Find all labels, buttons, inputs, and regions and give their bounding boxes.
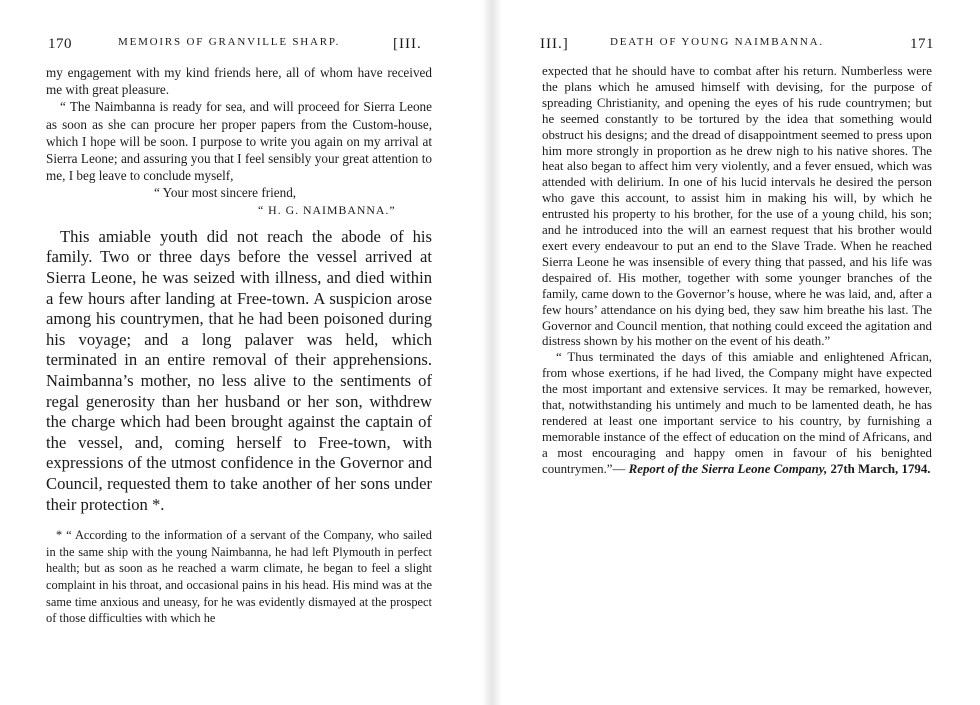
- right-running-head: [540, 36, 935, 56]
- source-citation: Report of the Sierra Leone Company,: [628, 461, 828, 476]
- main-paragraph: This amiable youth did not reach the abode of his family. Two or three days before the vessel arrived at Sierra Leone, he was seized with illness, and died within a few hours after landing at Free-town. A suspicion arose among his countrymen, that he had been poisoned during his voyage; and a long palaver was held, which terminated in an entire removal of their apprehensions. Naimbanna’s mother, no less alive to the sentiments of regal generosity than her husband or her son, withdrew the charge which had been brought against the captain of the vessel, and, coming herself to Free-town, with expressions of the utmost confidence in the Governor and Council, requested them to take another of her sons under their protection *.: [46, 226, 432, 514]
- left-running-head: [48, 36, 432, 56]
- page-number: 170: [48, 36, 72, 52]
- left-page-text: [46, 64, 432, 627]
- footnote-paragraph: [542, 350, 932, 477]
- footnote: * “ According to the information of a servant of the Company, who sailed in the same ship with the young Naimbanna, he had left Plymouth in perfect health; but as soon as he reached a warm climate, he began to feel a slight complaint in his throat, and occasional pains in his head. His mind was at the same time anxious and uneasy, for he was evidently dismayed at the prospect of those difficulties with which he: [46, 528, 432, 626]
- page-number: 171: [910, 36, 934, 52]
- right-page-text: [542, 64, 932, 478]
- letter-closing: “ Your most sincere friend,: [154, 185, 297, 201]
- letter-signature: “ H. G. NAIMBANNA.”: [258, 202, 396, 217]
- right-page: [490, 0, 980, 705]
- running-title: DEATH OF YOUNG NAIMBANNA.: [610, 36, 824, 48]
- letter-continuation: my engagement with my kind friends here, all of whom have received me with great pleasure.: [46, 65, 432, 98]
- chapter-marker: III.]: [540, 36, 569, 52]
- footnote-paragraph-text: “ Thus terminated the days of this amiable and enlightened African, from whose exertions, if he had lived, the Company might have expected the most important and extensive services. It may be remarked, however, that, notwithstanding his untimely and much to be lamented death, he has rendered at least one important service to his country, by furnishing a memorable instance of the effect of education on the mind of Africans, and a most encouraging and happy omen in favour of his benighted countrymen.”—: [542, 350, 932, 476]
- footnote-continuation: expected that he should have to combat after his return. Numberless were the plans which he amused himself with devising, for the purpose of spreading Christianity, and opening the eyes of his rude countrymen; but he seemed constantly to be tortured by the idea that something would obstruct his designs; and the dread of disappointment seemed to press upon him more strongly in proportion as he drew nigh to his native shores. The heat also began to affect him very violently, and a fever ensued, which was attended with delirium. In one of his lucid intervals he desired the person who gave this account, to assist him in making his will, by which he entrusted his property to his brother, for the use of a young child, his son; and he introduced into the will an earnest request that his brother would exert every endeavour to put an end to the Slave Trade. When he reached Sierra Leone he was insensible of every thing that passed, and his life was despaired of. His mother, together with some younger branches of the family, came down to the Governor’s house, where he was laid, and, after a few hours’ attendance on his dying bed, they saw him breathe his last. The Governor and Council mention, that nothing could exceed the agitation and distress shown by his mother on the event of his death.”: [542, 64, 932, 349]
- chapter-marker: [III.: [393, 36, 422, 52]
- source-date: 27th March, 1794.: [830, 461, 931, 476]
- letter-paragraph: “ The Naimbanna is ready for sea, and will proceed for Sierra Leone as soon as she can procure her proper papers from the Custom-house, which I hope will be soon. I purpose to write you again on my arrival at Sierra Leone; and assuring you that I feel sensibly your great attention to me, I beg leave to conclude myself,: [46, 99, 432, 184]
- letter-excerpt: [46, 64, 432, 184]
- running-title: MEMOIRS OF GRANVILLE SHARP.: [118, 36, 341, 48]
